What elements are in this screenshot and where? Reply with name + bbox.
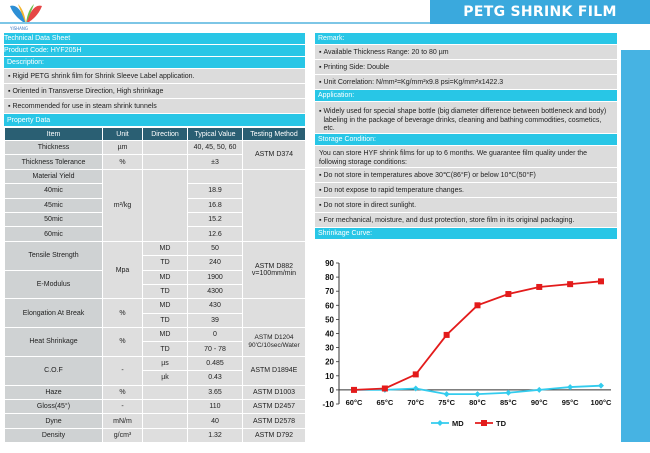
y-tick-label: 80 [325, 273, 334, 283]
right-column [315, 33, 617, 240]
legend-td-label: TD [496, 419, 506, 428]
y-tick-label: -10 [322, 400, 334, 409]
storage-item: ▪ Do not store in direct sunlight. [315, 198, 617, 213]
y-tick-label: 60 [325, 301, 334, 311]
remark-item: ▪ Unit Correlation: N/mm²=Kg/mm²x9.8 psi=Kg/mm²x1422.3 [315, 75, 617, 90]
md-point [505, 390, 511, 396]
td-point [598, 278, 604, 284]
table-row: TD 39 [5, 313, 306, 327]
table-row: 50mic 15.2 [5, 212, 306, 226]
col-unit: Unit [103, 128, 143, 141]
table-row: Gloss(45°) - 110 ASTM D2457 [5, 400, 306, 414]
table-row: TD 240 [5, 256, 306, 270]
td-point [475, 302, 481, 308]
y-tick-label: 40 [325, 329, 334, 339]
property-header: Property Data [4, 114, 305, 127]
shrinkage-chart [315, 247, 617, 443]
legend-md-label: MD [452, 419, 464, 428]
logo-text: YISHANG [10, 26, 28, 31]
td-point [505, 291, 511, 297]
table-row: E-Modulus MD 1900 [5, 270, 306, 284]
y-tick-label: 0 [329, 385, 334, 395]
table-row: 60mic 12.6 [5, 227, 306, 241]
storage-item: ▪ For mechanical, moisture, and dust protection, store film in its original packaging. [315, 213, 617, 228]
storage-intro: You can store HYF shrink films for up to 6 months. We guarantee film quality under the following storage conditions: [315, 146, 617, 168]
table-row: Material Yield m²/kg [5, 169, 306, 183]
series-line-td [354, 281, 601, 390]
remark-item: ▪ Available Thickness Range: 20 to 80 µm [315, 45, 617, 60]
table-row: Heat Shrinkage % MD 0 ASTM D1204 90'C/10sec/Water [5, 328, 306, 342]
td-point [351, 387, 357, 393]
table-row: Haze % 3.65 ASTM D1003 [5, 385, 306, 399]
storage-item: ▪ Do not expose to rapid temperature changes. [315, 183, 617, 198]
description-item: ▪ Oriented in Transverse Direction, High shrinkage [4, 84, 305, 99]
application-header: Application: [315, 90, 617, 102]
table-row: µk 0.43 [5, 371, 306, 385]
table-row: Thickness Tolerance % ±3 [5, 155, 306, 169]
table-row: Thickness µm 40, 45, 50, 60 ASTM D374 [5, 141, 306, 155]
td-point [382, 385, 388, 391]
legend-md-marker [437, 420, 443, 426]
x-tick-label: 70°C [407, 398, 425, 407]
col-item: Item [5, 128, 103, 141]
md-point [536, 387, 542, 393]
description-header: Description: [4, 57, 305, 69]
td-point [413, 371, 419, 377]
remark-header: Remark: [315, 33, 617, 45]
property-table [4, 127, 306, 443]
td-point [567, 281, 573, 287]
col-typical: Typical Value [188, 128, 243, 141]
shrinkage-header: Shrinkage Curve: [315, 228, 617, 240]
table-row: TD 4300 [5, 284, 306, 298]
y-tick-label: 50 [325, 315, 334, 325]
description-item: ▪ Rigid PETG shrink film for Shrink Sleeve Label application. [4, 69, 305, 84]
td-point [444, 332, 450, 338]
x-tick-label: 75°C [438, 398, 456, 407]
storage-item: ▪ Do not store in temperatures above 30℃(86°F) or below 10℃(50°F) [315, 168, 617, 183]
x-tick-label: 100°C [590, 398, 612, 407]
table-row: TD 70 - 78 [5, 342, 306, 356]
md-point [444, 391, 450, 397]
y-tick-label: 10 [325, 371, 334, 381]
table-row: Density g/cm³ 1.32 ASTM D792 [5, 428, 306, 442]
application-text: ▪ Widely used for special shape bottle (big diameter difference between bottleneck and body) labeling in the package of beverage drinks, cleaning and bathing commodities, cosmetics, etc. [315, 102, 617, 134]
x-tick-label: 95°C [561, 398, 579, 407]
remark-item: ▪ Printing Side: Double [315, 60, 617, 75]
y-tick-label: 20 [325, 357, 334, 367]
col-method: Testing Method [243, 128, 306, 141]
product-code: Product Code: HYF205H [4, 45, 305, 57]
page-title: PETG SHRINK FILM [430, 0, 650, 24]
description-item: ▪ Recommended for use in steam shrink tunnels [4, 99, 305, 114]
td-point [536, 284, 542, 290]
x-tick-label: 65°C [376, 398, 394, 407]
left-column [4, 33, 305, 443]
md-point [567, 384, 573, 390]
md-point [413, 385, 419, 391]
x-tick-label: 85°C [499, 398, 517, 407]
table-row: Tensile Strength Mpa MD 50 ASTM D882 v=100mm/min [5, 241, 306, 255]
tech-sheet-header: Technical Data Sheet [4, 33, 305, 45]
table-row: 40mic 18.9 [5, 184, 306, 198]
y-tick-label: 30 [325, 343, 334, 353]
y-tick-label: 70 [325, 287, 334, 297]
table-row: C.O.F - µs 0.485 ASTM D1894E [5, 356, 306, 370]
table-header-row [5, 128, 306, 141]
table-row: Dyne mN/m 40 ASTM D2578 [5, 414, 306, 428]
col-direction: Direction [143, 128, 188, 141]
x-tick-label: 60°C [345, 398, 363, 407]
side-strip [621, 50, 650, 442]
x-tick-label: 80°C [469, 398, 486, 407]
table-row: Elongation At Break % MD 430 [5, 299, 306, 313]
legend-td-marker [481, 420, 487, 426]
table-row: 45mic 16.8 [5, 198, 306, 212]
md-point [598, 383, 604, 389]
y-tick-label: 90 [325, 259, 334, 268]
md-point [475, 391, 481, 397]
storage-header: Storage Condition: [315, 134, 617, 146]
x-tick-label: 90°C [530, 398, 548, 407]
